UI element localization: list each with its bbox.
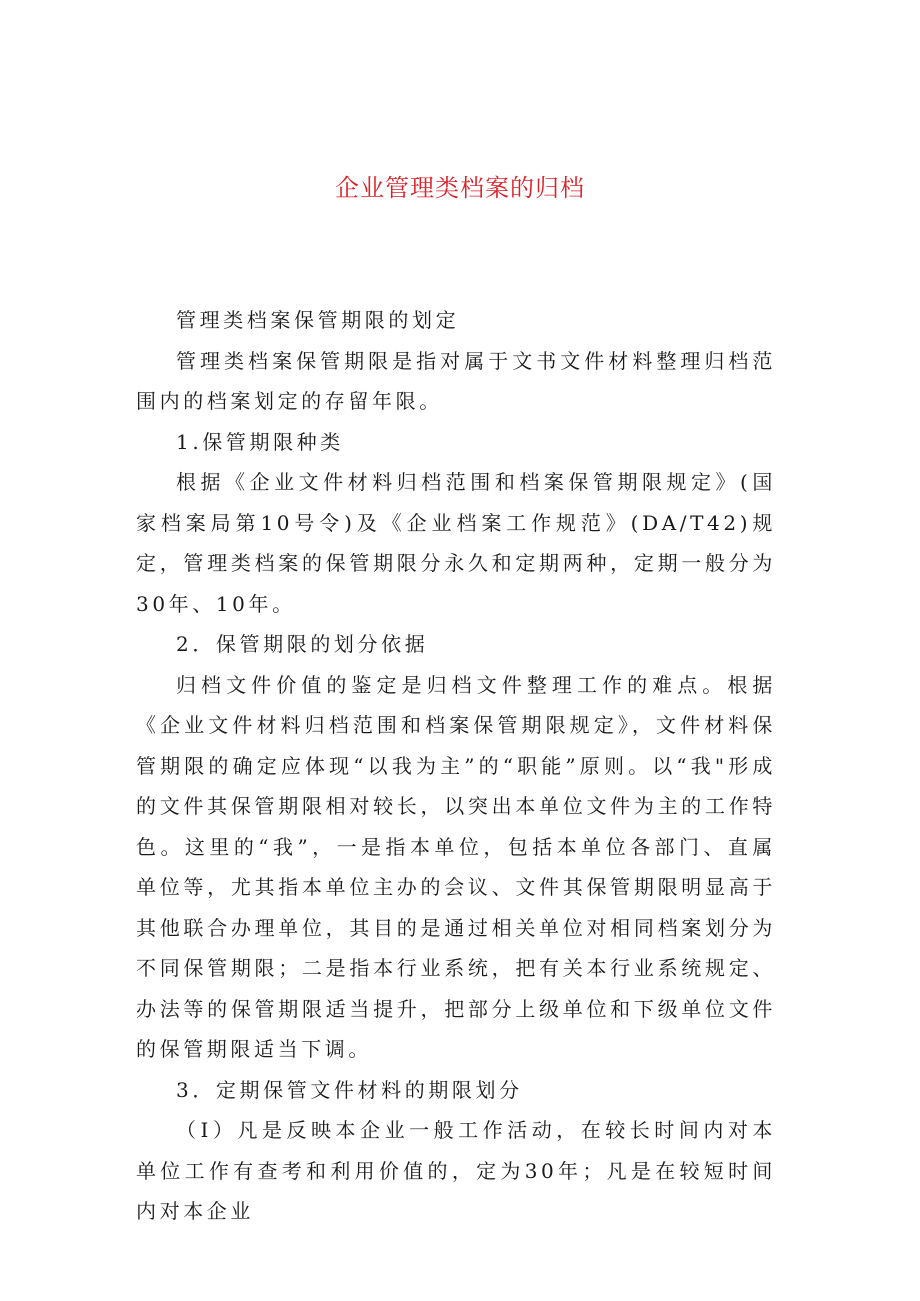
body-paragraph: （I）凡是反映本企业一般工作活动，在较长时间内对本单位工作有查考和利用价值的，定为30年；凡是在较短时间内对本企业 (136, 1118, 776, 1223)
body-paragraph: 归档文件价值的鉴定是归档文件整理工作的难点。根据《企业文件材料归档范围和档案保管期限规定》，文件材料保管期限的确定应体现“以我为主”的“职能”原则。以“我"形成的文件其保管期限相对较长，以突出本单位文件为主的工作特色。这里的“我”，一是指本单位，包括本单位各部门、直属单位等，尤其指本单位主办的会议、文件其保管期限明显高于其他联合办理单位，其目的是通过相关单位对相同档案划分为不同保管期限；二是指本行业系统，把有关本行业系统规定、办法等的保管期限适当提升，把部分上级单位和下级单位文件的保管期限适当下调。 (136, 672, 776, 1061)
document-title: 企业管理类档案的归档 (335, 174, 585, 202)
section-heading: 2．保管期限的划分依据 (176, 632, 429, 656)
document-body (136, 300, 776, 1232)
body-paragraph: 管理类档案保管期限是指对属于文书文件材料整理归档范围内的档案划定的存留年限。 (136, 348, 776, 413)
section-heading: 管理类档案保管期限的划定 (176, 308, 460, 332)
body-paragraph: 根据《企业文件材料归档范围和档案保管期限规定》(国家档案局第10号令)及《企业档案工作规范》(DA/T42)规定，管理类档案的保管期限分永久和定期两种，定期一般分为30年、10年。 (136, 470, 776, 616)
section-heading: 1.保管期限种类 (176, 429, 344, 454)
section-heading: 3．定期保管文件材料的期限划分 (176, 1077, 523, 1102)
